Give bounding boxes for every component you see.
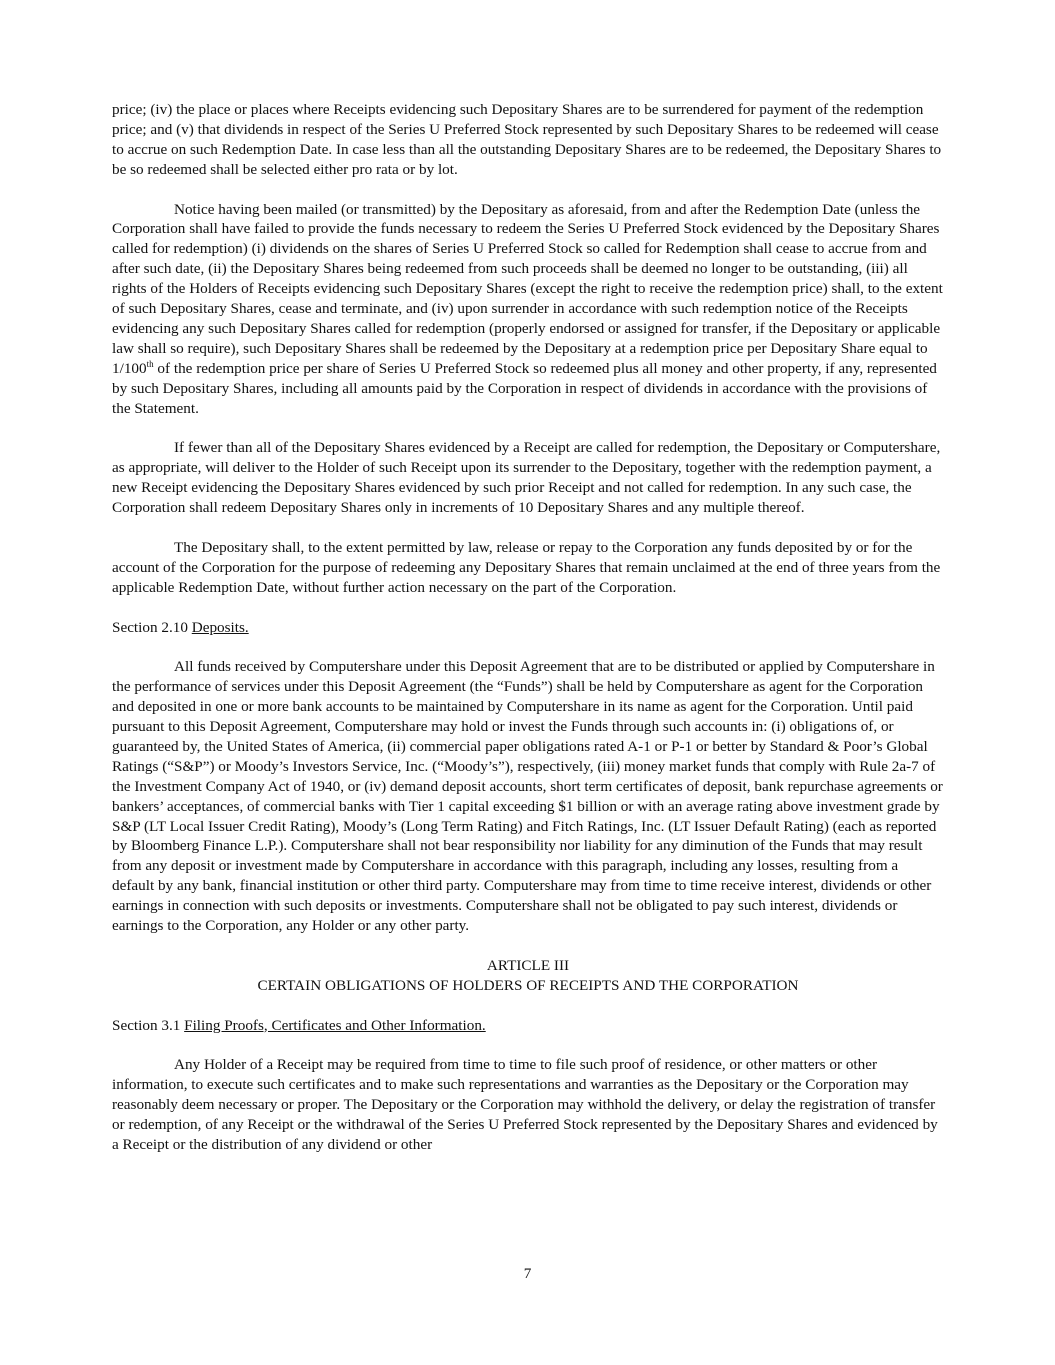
section-3-1-heading: [112, 1016, 944, 1036]
section-2-10-number: Section 2.10: [112, 618, 192, 636]
page-number: 7: [523, 1265, 532, 1282]
paragraph-notice-effect: [112, 200, 944, 419]
section-2-10-heading: [112, 618, 944, 638]
section-3-1-title: Filing Proofs, Certificates and Other Information.: [184, 1016, 486, 1034]
paragraph-partial-redemption: If fewer than all of the Depositary Shares evidenced by a Receipt are called for redemption, the Depositary or Computershare, as appropriate, will deliver to the Holder of such Receipt upon its surrender to the Depositary, together with the redemption payment, a new Receipt evidencing the Depositary Shares evidenced by such prior Receipt and not called for redemption. In any such case, the Corporation shall redeem Depositary Shares only in increments of 10 Depositary Shares and any multiple thereof.: [112, 439, 941, 517]
paragraph-redemption-notice-contents: price; (iv) the place or places where Receipts evidencing such Depositary Shares are to be surrendered for payment of the redemption price; and (v) that dividends in respect of the Series U Preferred Stock represented by such Depositary Shares to be redeemed will cease to accrue on such Redemption Date. In case less than all the outstanding Depositary Shares are to be redeemed, the Depositary Shares to be so redeemed shall be selected either pro rata or by lot.: [112, 101, 942, 178]
section-3-1-number: Section 3.1: [112, 1016, 185, 1034]
article-number: ARTICLE III: [486, 956, 570, 974]
article-title: CERTAIN OBLIGATIONS OF HOLDERS OF RECEIPTS AND THE CORPORATION: [257, 976, 799, 994]
paragraph-notice-effect-part2: of the redemption price per share of Series U Preferred Stock so redeemed plus all money and other property, if any, represented by such Depositary Shares, including all amounts paid by the Corporation in respect of dividends in accordance with the provisions of the Statement.: [112, 359, 937, 417]
paragraph-unclaimed-funds: The Depositary shall, to the extent permitted by law, release or repay to the Corporation any funds deposited by or for the account of the Corporation for the purpose of redeeming any Depositary Shares that remain unclaimed at the end of three years from the applicable Redemption Date, without further action necessary on the part of the Corporation.: [112, 538, 941, 596]
document-page: [112, 100, 944, 1155]
paragraph-deposits: All funds received by Computershare under this Deposit Agreement that are to be distributed or applied by Computershare in the performance of services under this Deposit Agreement (the “Funds”) shall be held by Computershare as agent for the Corporation and deposited in one or more bank accounts to be maintained by Computershare in its name as agent for the Corporation. Until paid pursuant to this Deposit Agreement, Computershare may hold or invest the Funds through such accounts in: (i) obligations of, or guaranteed by, the United States of America, (ii) commercial paper obligations rated A-1 or P-1 or better by Standard & Poor’s Global Ratings (“S&P”) or Moody’s Investors Service, Inc. (“Moody’s”), respectively, (iii) money market funds that comply with Rule 2a-7 of the Investment Company Act of 1940, or (iv) demand deposit accounts, short term certificates of deposit, bank repurchase agreements or bankers’ acceptances, of commercial banks with Tier 1 capital exceeding $1 billion or with an average rating above investment grade by S&P (LT Local Issuer Credit Rating), Moody’s (Long Term Rating) and Fitch Ratings, Inc. (LT Issuer Default Rating) (each as reported by Bloomberg Finance L.P.). Computershare shall not bear responsibility nor liability for any diminution of the Funds that may result from any deposit or investment made by Computershare in accordance with this paragraph, including any losses, resulting from a default by any bank, financial institution or other third party. Computershare may from time to time receive interest, dividends or other earnings in connection with such deposits or investments. Computershare shall not be obligated to pay such interest, dividends or earnings to the Corporation, any Holder or any other party.: [112, 658, 943, 935]
section-2-10-title: Deposits.: [191, 618, 249, 636]
superscript-th: th: [146, 358, 154, 369]
paragraph-notice-effect-part1: Notice having been mailed (or transmitted) by the Depositary as aforesaid, from and after the Redemption Date (unless the Corporation shall have failed to provide the funds necessary to redeem the Series U Preferred Stock evidenced by the Depositary Shares called for redemption) (i) dividends on the shares of Series U Preferred Stock so called for Redemption shall cease to accrue from and after such date, (ii) the Depositary Shares being redeemed from such proceeds shall be deemed no longer to be outstanding, (iii) all rights of the Holders of Receipts evidencing such Depositary Shares (except the right to receive the redemption price) shall, to the extent of such Depositary Shares, cease and terminate, and (iv) upon surrender in accordance with such redemption notice of the Receipts evidencing any such Depositary Shares called for redemption (properly endorsed or assigned for transfer, if the Depositary or applicable law shall so require), such Depositary Shares shall be redeemed by the Depositary at a redemption price per Depositary Share equal to 1/100: [112, 200, 943, 377]
paragraph-filing-proofs: Any Holder of a Receipt may be required from time to time to file such proof of residence, or other matters or other information, to execute such certificates and to make such representations and warranties as the Depositary or the Corporation may reasonably deem necessary or proper. The Depositary or the Corporation may withhold the delivery, or delay the registration of transfer or redemption, of any Receipt or the withdrawal of the Series U Preferred Stock represented by the Depositary Shares and evidenced by a Receipt or the distribution of any dividend or other: [112, 1056, 938, 1153]
